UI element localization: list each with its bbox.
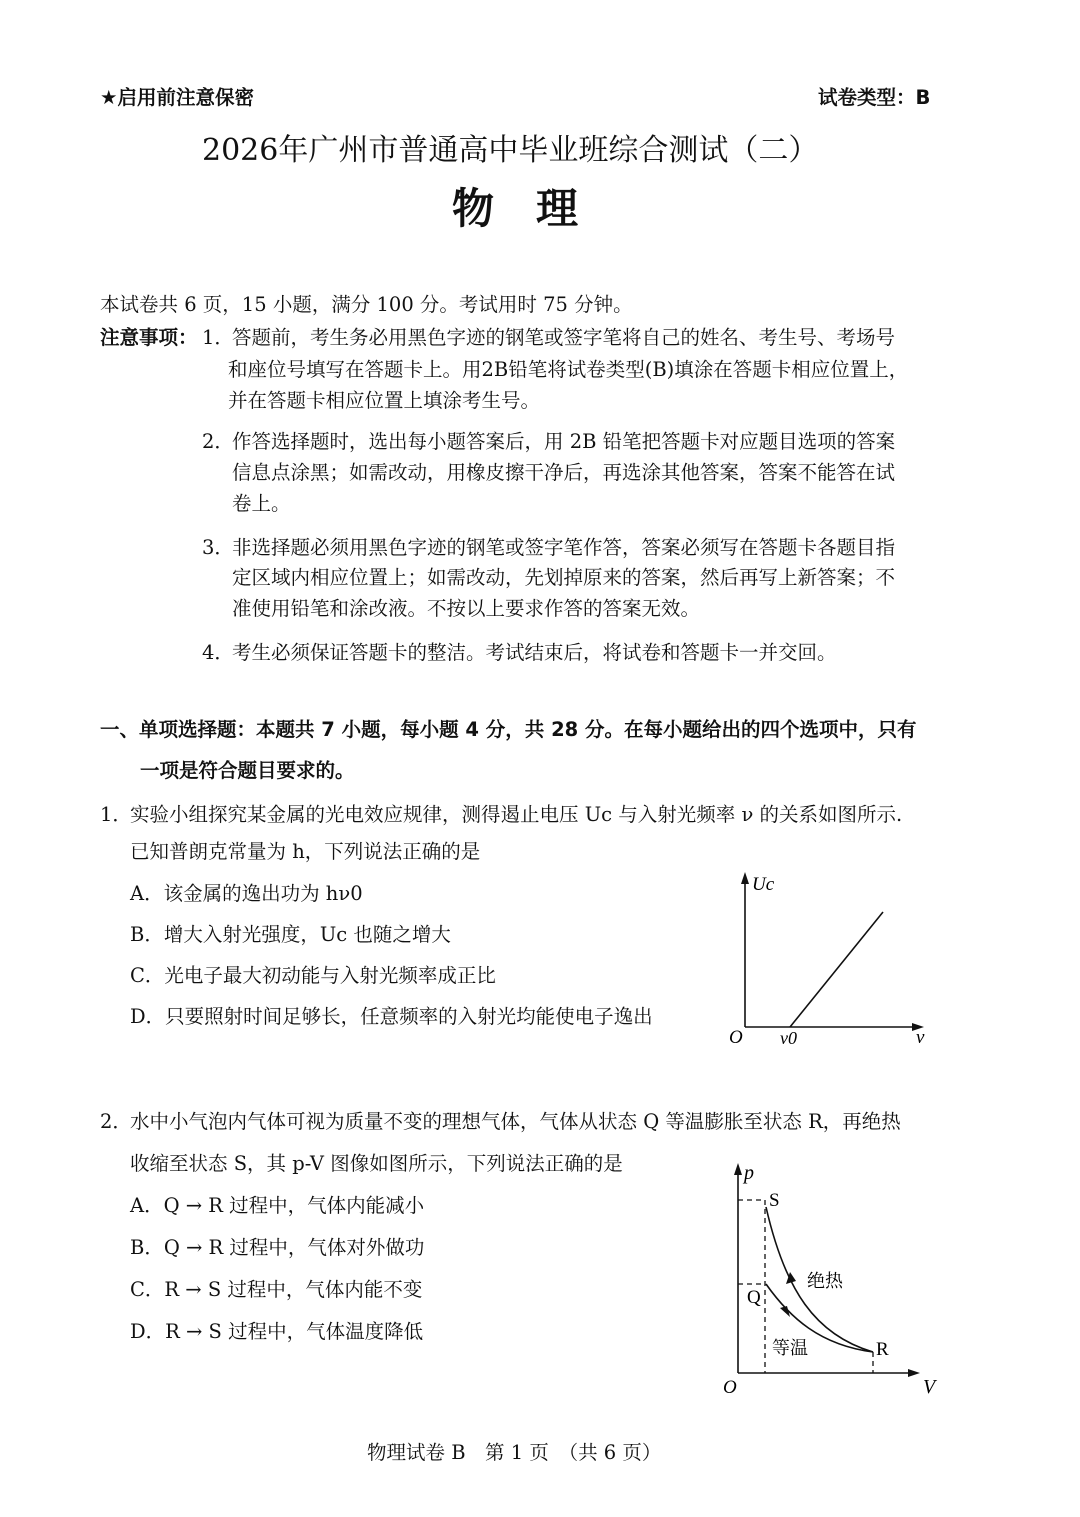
- adiabatic-label: 绝热: [807, 1271, 843, 1291]
- arrow-right-icon: [908, 1369, 920, 1377]
- q1-number: 1．: [100, 803, 132, 826]
- q2-option-d: D．R → S 过程中，气体温度降低: [130, 1320, 424, 1343]
- notice-1-line: 和座位号填写在答题卡上。用2B铅笔将试卷类型(B)填涂在答题卡相应位置上，: [228, 358, 909, 381]
- arrow-up-icon: [734, 1163, 742, 1175]
- section-heading: 一、单项选择题：本题共 7 小题，每小题 4 分，共 28 分。在每小题给出的四个选项中，只有: [100, 718, 917, 741]
- origin-label: O: [729, 1027, 743, 1048]
- uc-label: Uc: [752, 874, 775, 895]
- notice-1-num: 1．: [202, 326, 234, 349]
- page-footer: 物理试卷 B 第 1 页 （共 6 页）: [367, 1441, 662, 1464]
- q2-option-b: B．Q → R 过程中，气体对外做功: [130, 1236, 425, 1259]
- r-label: R: [876, 1339, 889, 1360]
- arrow-up-icon: [741, 872, 749, 884]
- notice-3-line: 非选择题必须用黑色字迹的钢笔或签字笔作答，答案必须写在答题卡各题目指: [232, 536, 896, 559]
- uc-nu-line: [790, 912, 883, 1027]
- q2-stem: 收缩至状态 S，其 p-V 图像如图所示，下列说法正确的是: [130, 1152, 623, 1175]
- notice-1-line: 并在答题卡相应位置上填涂考生号。: [228, 389, 541, 412]
- notice-2-line: 信息点涂黑；如需改动，用橡皮擦干净后，再选涂其他答案，答案不能答在试: [232, 461, 896, 484]
- notice-4-num: 4．: [202, 641, 234, 664]
- isothermal-label: 等温: [772, 1338, 808, 1358]
- notice-2-line: 卷上。: [232, 492, 291, 515]
- notice-4-line: 考生必须保证答题卡的整洁。考试结束后，将试卷和答题卡一并交回。: [232, 641, 837, 664]
- intro-text: 本试卷共 6 页，15 小题，满分 100 分。考试用时 75 分钟。: [100, 293, 633, 316]
- notice-2-line: 作答选择题时，选出每小题答案后，用 2B 铅笔把答题卡对应题目选项的答案: [232, 430, 896, 453]
- q-label: Q: [747, 1287, 761, 1308]
- exam-title: 2026年广州市普通高中毕业班综合测试（二）: [202, 133, 819, 168]
- subject-title: 物 理: [452, 184, 579, 233]
- q2-option-c: C．R → S 过程中，气体内能不变: [130, 1278, 423, 1301]
- q1-option-d: D．只要照射时间足够长，任意频率的入射光均能使电子逸出: [130, 1005, 653, 1028]
- section-heading-cont: 一项是符合题目要求的。: [140, 759, 355, 782]
- notice-1-line: 答题前，考生务必用黑色字迹的钢笔或签字笔将自己的姓名、考生号、考场号: [232, 326, 896, 349]
- arrow-down-icon: [780, 1306, 790, 1317]
- origin-label: O: [723, 1377, 737, 1398]
- notice-2-num: 2．: [202, 430, 234, 453]
- p-label: p: [744, 1162, 754, 1184]
- q2-option-a: A．Q → R 过程中，气体内能减小: [130, 1194, 425, 1217]
- q1-stem: 已知普朗克常量为 h，下列说法正确的是: [130, 840, 481, 863]
- notice-label: 注意事项：: [100, 326, 198, 349]
- q2-number: 2．: [100, 1110, 132, 1133]
- notice-3-line: 准使用铅笔和涂改液。不按以上要求作答的答案无效。: [232, 597, 701, 620]
- paper-type: 试卷类型：B: [818, 86, 931, 109]
- confidential-mark: ★启用前注意保密: [100, 86, 254, 109]
- q1-stem: 实验小组探究某金属的光电效应规律，测得遏止电压 Uc 与入射光频率 ν 的关系如图所示.: [130, 803, 903, 826]
- q2-stem: 水中小气泡内气体可视为质量不变的理想气体，气体从状态 Q 等温膨胀至状态 R，再绝热: [130, 1110, 901, 1133]
- q1-option-b: B．增大入射光强度，Uc 也随之增大: [130, 923, 451, 946]
- notice-3-num: 3．: [202, 536, 234, 559]
- q1-option-a: A．该金属的逸出功为 hν0: [130, 882, 363, 905]
- nu0-label: ν0: [780, 1028, 797, 1048]
- s-label: S: [769, 1190, 780, 1211]
- nu-label: ν: [916, 1027, 925, 1048]
- v-label: V: [923, 1376, 936, 1398]
- notice-3-line: 定区域内相应位置上；如需改动，先划掉原来的答案，然后再写上新答案；不: [232, 566, 896, 589]
- q1-option-c: C．光电子最大初动能与入射光频率成正比: [130, 964, 496, 987]
